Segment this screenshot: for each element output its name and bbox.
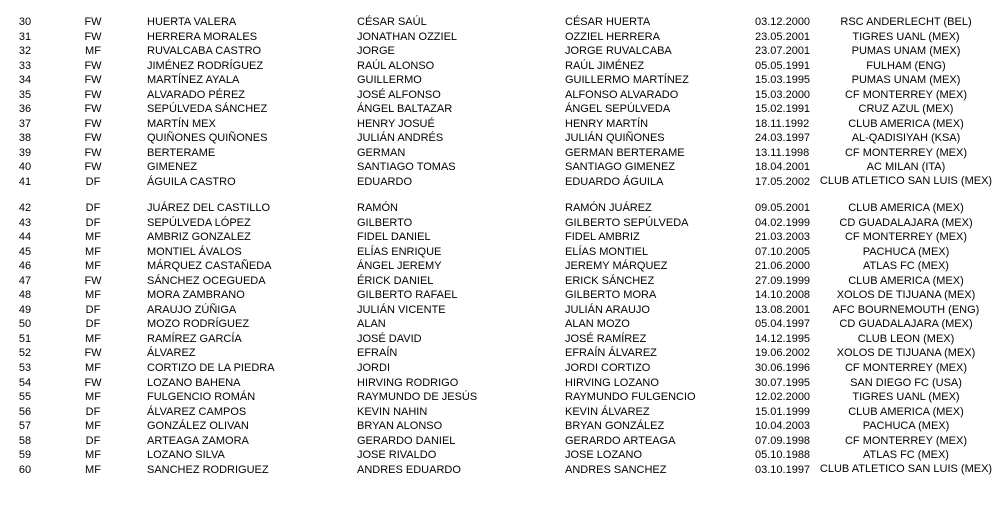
player-number: 41: [18, 176, 32, 189]
table-row: [0, 160, 1004, 175]
player-display-name: ELÍAS MONTIEL: [565, 245, 649, 258]
player-club: CLUB AMERICA (MEX): [848, 274, 964, 287]
player-club: PACHUCA (MEX): [862, 420, 950, 433]
player-display-name: ERICK SÁNCHEZ: [565, 274, 655, 287]
player-display-name: CÉSAR HUERTA: [565, 16, 651, 28]
player-birth-date: 15.03.1995: [755, 74, 811, 87]
player-display-name: GERARDO ARTEAGA: [565, 434, 676, 447]
player-birth-date: 04.02.1999: [755, 216, 811, 229]
player-display-name: SANTIAGO GIMENEZ: [565, 161, 676, 174]
player-number: 48: [18, 289, 32, 302]
table-row: [0, 245, 1004, 260]
player-club: CF MONTERREY (MEX): [844, 362, 968, 375]
player-surnames: BERTERAME: [147, 146, 216, 159]
player-display-name: JEREMY MÁRQUEZ: [565, 260, 668, 273]
player-birth-date: 23.05.2001: [755, 30, 811, 43]
player-surnames: MONTIEL ÁVALOS: [147, 245, 242, 258]
player-display-name: OZZIEL HERRERA: [565, 30, 660, 43]
player-number: 53: [18, 362, 32, 375]
player-given-names: GILBERTO: [357, 216, 413, 229]
player-club: CF MONTERREY (MEX): [844, 146, 968, 159]
player-club: PUMAS UNAM (MEX): [851, 74, 961, 87]
player-position: FW: [84, 146, 102, 159]
player-birth-date: 24.03.1997: [755, 132, 811, 145]
table-row: [0, 216, 1004, 231]
player-number: 58: [18, 434, 32, 447]
player-position: DF: [85, 202, 101, 215]
player-club: CLUB ATLETICO SAN LUIS (MEX): [819, 175, 993, 188]
player-club: ATLAS FC (MEX): [863, 449, 949, 462]
player-position: DF: [85, 216, 101, 229]
player-club: PACHUCA (MEX): [862, 245, 950, 258]
player-position: DF: [85, 405, 101, 418]
player-surnames: MARTÍN MEX: [147, 117, 216, 130]
table-row: [0, 201, 1004, 216]
player-club: PUMAS UNAM (MEX): [851, 45, 961, 58]
player-given-names: KEVIN NAHIN: [357, 405, 428, 418]
player-position: DF: [85, 303, 101, 316]
player-club: AC MILAN (ITA): [866, 161, 946, 174]
table-row: [0, 230, 1004, 245]
player-club: CF MONTERREY (MEX): [844, 231, 968, 244]
player-number: 47: [18, 274, 32, 287]
player-surnames: AMBRIZ GONZALEZ: [147, 231, 251, 244]
player-birth-date: 23.07.2001: [755, 45, 811, 58]
player-surnames: LOZANO BAHENA: [147, 376, 241, 389]
player-given-names: ÁNGEL BALTAZAR: [357, 103, 453, 116]
player-birth-date: 12.02.2000: [755, 391, 811, 404]
player-number: 43: [18, 216, 32, 229]
player-given-names: JOSE RIVALDO: [357, 449, 437, 462]
player-display-name: HIRVING LOZANO: [565, 376, 659, 389]
table-row: [0, 59, 1004, 74]
player-club: CD GUADALAJARA (MEX): [839, 216, 973, 229]
player-display-name: EFRAÍN ÁLVAREZ: [565, 347, 657, 360]
table-row: [0, 88, 1004, 103]
table-row: [0, 361, 1004, 376]
player-display-name: ALFONSO ALVARADO: [565, 88, 679, 101]
player-given-names: HENRY JOSUÉ: [357, 117, 435, 130]
table-row: [0, 448, 1004, 463]
player-club: TIGRES UANL (MEX): [852, 391, 960, 404]
player-surnames: RAMÍREZ GARCÍA: [147, 332, 242, 345]
player-given-names: RAYMUNDO DE JESÚS: [357, 391, 478, 404]
player-given-names: JOSÉ DAVID: [357, 332, 422, 345]
player-position: FW: [84, 30, 102, 43]
player-display-name: BRYAN GONZÁLEZ: [565, 420, 665, 433]
player-surnames: MOZO RODRÍGUEZ: [147, 318, 250, 331]
player-given-names: JORGE: [357, 45, 395, 58]
player-surnames: ARTEAGA ZAMORA: [147, 434, 249, 447]
player-position: FW: [84, 376, 102, 389]
player-display-name: JULIÁN QUIÑONES: [565, 132, 665, 145]
player-given-names: ÁNGEL JEREMY: [357, 260, 442, 273]
player-display-name: GILBERTO SEPÚLVEDA: [565, 216, 689, 229]
player-birth-date: 18.04.2001: [755, 161, 811, 174]
player-club: ATLAS FC (MEX): [863, 260, 949, 273]
player-given-names: JONATHAN OZZIEL: [357, 30, 458, 43]
player-display-name: GERMAN BERTERAME: [565, 146, 685, 159]
player-surnames: ALVARADO PÉREZ: [147, 88, 246, 101]
player-number: 50: [18, 318, 32, 331]
player-club: CLUB AMERICA (MEX): [848, 202, 964, 215]
player-birth-date: 05.10.1988: [755, 449, 811, 462]
player-display-name: RAÚL JIMÉNEZ: [565, 59, 645, 72]
player-surnames: JIMÉNEZ RODRÍGUEZ: [147, 59, 264, 72]
player-display-name: JORDI CORTIZO: [565, 362, 651, 375]
player-club: CF MONTERREY (MEX): [844, 434, 968, 447]
player-birth-date: 14.12.1995: [755, 332, 811, 345]
roster-table: [0, 15, 1004, 489]
player-display-name: ALAN MOZO: [565, 318, 630, 331]
player-birth-date: 10.04.2003: [755, 420, 811, 433]
table-row: [0, 175, 1004, 201]
player-position: MF: [85, 391, 101, 404]
table-row: [0, 419, 1004, 434]
player-given-names: JOSÉ ALFONSO: [357, 88, 441, 101]
player-position: FW: [84, 88, 102, 101]
player-display-name: JULIÁN ARAUJO: [565, 303, 650, 316]
player-given-names: GILBERTO RAFAEL: [357, 289, 458, 302]
player-position: DF: [85, 318, 101, 331]
player-number: 36: [18, 103, 32, 116]
player-surnames: HERRERA MORALES: [147, 30, 258, 43]
player-number: 31: [18, 30, 32, 43]
player-given-names: ANDRES EDUARDO: [357, 463, 461, 476]
player-surnames: ÁLVAREZ: [147, 347, 196, 360]
player-position: MF: [85, 332, 101, 345]
player-birth-date: 09.05.2001: [755, 202, 811, 215]
player-display-name: ÁNGEL SEPÚLVEDA: [565, 103, 671, 116]
player-given-names: GUILLERMO: [357, 74, 422, 87]
player-club: CF MONTERREY (MEX): [844, 88, 968, 101]
player-number: 51: [18, 332, 32, 345]
player-position: FW: [84, 103, 102, 116]
table-row: [0, 274, 1004, 289]
player-position: MF: [85, 449, 101, 462]
player-display-name: ANDRES SANCHEZ: [565, 463, 667, 476]
player-position: FW: [84, 16, 102, 28]
player-birth-date: 07.10.2005: [755, 245, 811, 258]
player-surnames: FULGENCIO ROMÁN: [147, 391, 256, 404]
player-given-names: JORDI: [357, 362, 390, 375]
player-number: 59: [18, 449, 32, 462]
player-birth-date: 15.03.2000: [755, 88, 811, 101]
player-position: DF: [85, 176, 101, 189]
table-row: [0, 102, 1004, 117]
player-display-name: JORGE RUVALCABA: [565, 45, 672, 58]
player-given-names: JULIÁN ANDRÉS: [357, 132, 444, 145]
player-position: FW: [84, 161, 102, 174]
player-number: 45: [18, 245, 32, 258]
player-number: 54: [18, 376, 32, 389]
player-number: 34: [18, 74, 32, 87]
player-birth-date: 07.09.1998: [755, 434, 811, 447]
player-club: AFC BOURNEMOUTH (ENG): [832, 303, 980, 316]
player-club: XOLOS DE TIJUANA (MEX): [836, 347, 976, 360]
table-row: [0, 346, 1004, 361]
player-given-names: GERARDO DANIEL: [357, 434, 456, 447]
player-display-name: FIDEL AMBRIZ: [565, 231, 640, 244]
player-number: 40: [18, 161, 32, 174]
player-position: MF: [85, 260, 101, 273]
player-given-names: EDUARDO: [357, 176, 413, 189]
table-row: [0, 303, 1004, 318]
table-row: [0, 390, 1004, 405]
player-surnames: GONZÁLEZ OLIVAN: [147, 420, 249, 433]
player-surnames: MÁRQUEZ CASTAÑEDA: [147, 260, 272, 273]
player-surnames: CORTIZO DE LA PIEDRA: [147, 362, 275, 375]
player-birth-date: 05.05.1991: [755, 59, 811, 72]
player-number: 37: [18, 117, 32, 130]
player-birth-date: 30.06.1996: [755, 362, 811, 375]
player-surnames: ÁLVAREZ CAMPOS: [147, 405, 247, 418]
table-row: [0, 117, 1004, 132]
player-position: FW: [84, 132, 102, 145]
player-given-names: HIRVING RODRIGO: [357, 376, 459, 389]
player-position: MF: [85, 362, 101, 375]
player-position: FW: [84, 347, 102, 360]
player-given-names: ÉRICK DANIEL: [357, 274, 434, 287]
player-surnames: MORA ZAMBRANO: [147, 289, 245, 302]
table-row: [0, 44, 1004, 59]
player-position: MF: [85, 463, 101, 476]
player-given-names: EFRAÍN: [357, 347, 398, 360]
player-surnames: SÁNCHEZ OCEGUEDA: [147, 274, 266, 287]
player-display-name: JOSE LOZANO: [565, 449, 643, 462]
player-birth-date: 17.05.2002: [755, 176, 811, 189]
player-number: 42: [18, 202, 32, 215]
player-position: MF: [85, 231, 101, 244]
player-given-names: BRYAN ALONSO: [357, 420, 443, 433]
player-position: DF: [85, 434, 101, 447]
player-number: 33: [18, 59, 32, 72]
player-birth-date: 21.03.2003: [755, 231, 811, 244]
player-club: RSC ANDERLECHT (BEL): [840, 16, 972, 28]
table-row: [0, 405, 1004, 420]
player-given-names: RAÚL ALONSO: [357, 59, 435, 72]
player-number: 46: [18, 260, 32, 273]
player-position: FW: [84, 74, 102, 87]
player-birth-date: 05.04.1997: [755, 318, 811, 331]
player-given-names: FIDEL DANIEL: [357, 231, 431, 244]
player-club: CRUZ AZUL (MEX): [858, 103, 954, 116]
player-position: FW: [84, 274, 102, 287]
player-number: 60: [18, 463, 32, 476]
player-surnames: SEPÚLVEDA LÓPEZ: [147, 216, 251, 229]
player-club: CLUB AMERICA (MEX): [848, 405, 964, 418]
player-display-name: JOSÉ RAMÍREZ: [565, 332, 647, 345]
player-display-name: GILBERTO MORA: [565, 289, 657, 302]
player-birth-date: 15.02.1991: [755, 103, 811, 116]
player-position: MF: [85, 420, 101, 433]
player-position: MF: [85, 45, 101, 58]
player-birth-date: 13.11.1998: [755, 146, 810, 159]
player-birth-date: 15.01.1999: [755, 405, 811, 418]
player-given-names: CÉSAR SAÚL: [357, 16, 427, 28]
table-row: [0, 463, 1004, 489]
table-row: [0, 376, 1004, 391]
player-given-names: ALAN: [357, 318, 386, 331]
player-surnames: JUÁREZ DEL CASTILLO: [147, 202, 271, 215]
player-birth-date: 03.10.1997: [755, 463, 811, 476]
player-display-name: GUILLERMO MARTÍNEZ: [565, 74, 689, 87]
player-birth-date: 30.07.1995: [755, 376, 811, 389]
player-club: TIGRES UANL (MEX): [852, 30, 960, 43]
player-club: CLUB AMERICA (MEX): [848, 117, 964, 130]
player-surnames: SEPÚLVEDA SÁNCHEZ: [147, 103, 268, 116]
player-surnames: LOZANO SILVA: [147, 449, 225, 462]
player-display-name: RAYMUNDO FULGENCIO: [565, 391, 696, 404]
player-display-name: KEVIN ÁLVAREZ: [565, 405, 650, 418]
player-club: XOLOS DE TIJUANA (MEX): [836, 289, 976, 302]
table-row: [0, 434, 1004, 449]
player-surnames: HUERTA VALERA: [147, 16, 237, 28]
player-given-names: JULIÁN VICENTE: [357, 303, 446, 316]
table-row: [0, 30, 1004, 45]
player-club: CD GUADALAJARA (MEX): [839, 318, 973, 331]
table-row: [0, 317, 1004, 332]
player-number: 52: [18, 347, 32, 360]
player-surnames: RUVALCABA CASTRO: [147, 45, 262, 58]
player-surnames: QUIÑONES QUIÑONES: [147, 132, 268, 145]
player-given-names: ELÍAS ENRIQUE: [357, 245, 442, 258]
player-number: 35: [18, 88, 32, 101]
player-display-name: HENRY MARTÍN: [565, 117, 649, 130]
player-birth-date: 14.10.2008: [755, 289, 811, 302]
player-number: 55: [18, 391, 32, 404]
player-given-names: RAMÓN: [357, 202, 398, 215]
player-display-name: RAMÓN JUÁREZ: [565, 202, 652, 215]
player-surnames: GIMENEZ: [147, 161, 198, 174]
player-given-names: SANTIAGO TOMAS: [357, 161, 456, 174]
player-birth-date: 19.06.2002: [755, 347, 811, 360]
player-surnames: SANCHEZ RODRIGUEZ: [147, 463, 269, 476]
player-birth-date: 13.08.2001: [755, 303, 811, 316]
player-club: FULHAM (ENG): [866, 59, 946, 72]
player-birth-date: 03.12.2000: [755, 16, 811, 28]
table-row: [0, 131, 1004, 146]
table-row: [0, 259, 1004, 274]
player-number: 32: [18, 45, 32, 58]
table-row: [0, 332, 1004, 347]
player-surnames: ARAUJO ZÚÑIGA: [147, 303, 237, 316]
player-display-name: EDUARDO ÁGUILA: [565, 176, 664, 189]
player-surnames: MARTÍNEZ AYALA: [147, 74, 240, 87]
table-row: [0, 15, 1004, 30]
player-birth-date: 27.09.1999: [755, 274, 811, 287]
player-position: MF: [85, 289, 101, 302]
player-birth-date: 18.11.1992: [755, 117, 810, 130]
player-club: AL-QADISIYAH (KSA): [851, 132, 961, 145]
player-position: MF: [85, 245, 101, 258]
player-number: 44: [18, 231, 32, 244]
player-number: 30: [18, 16, 32, 28]
player-birth-date: 21.06.2000: [755, 260, 811, 273]
player-number: 57: [18, 420, 32, 433]
player-club: CLUB LEON (MEX): [857, 332, 955, 345]
player-club: CLUB ATLETICO SAN LUIS (MEX): [819, 462, 993, 475]
player-number: 56: [18, 405, 32, 418]
player-given-names: GERMAN: [357, 146, 406, 159]
player-club: SAN DIEGO FC (USA): [850, 376, 962, 389]
table-row: [0, 288, 1004, 303]
player-position: FW: [84, 59, 102, 72]
player-surnames: ÁGUILA CASTRO: [147, 176, 236, 189]
table-row: [0, 73, 1004, 88]
player-number: 49: [18, 303, 32, 316]
player-number: 38: [18, 132, 32, 145]
player-number: 39: [18, 146, 32, 159]
player-position: FW: [84, 117, 102, 130]
table-row: [0, 146, 1004, 161]
